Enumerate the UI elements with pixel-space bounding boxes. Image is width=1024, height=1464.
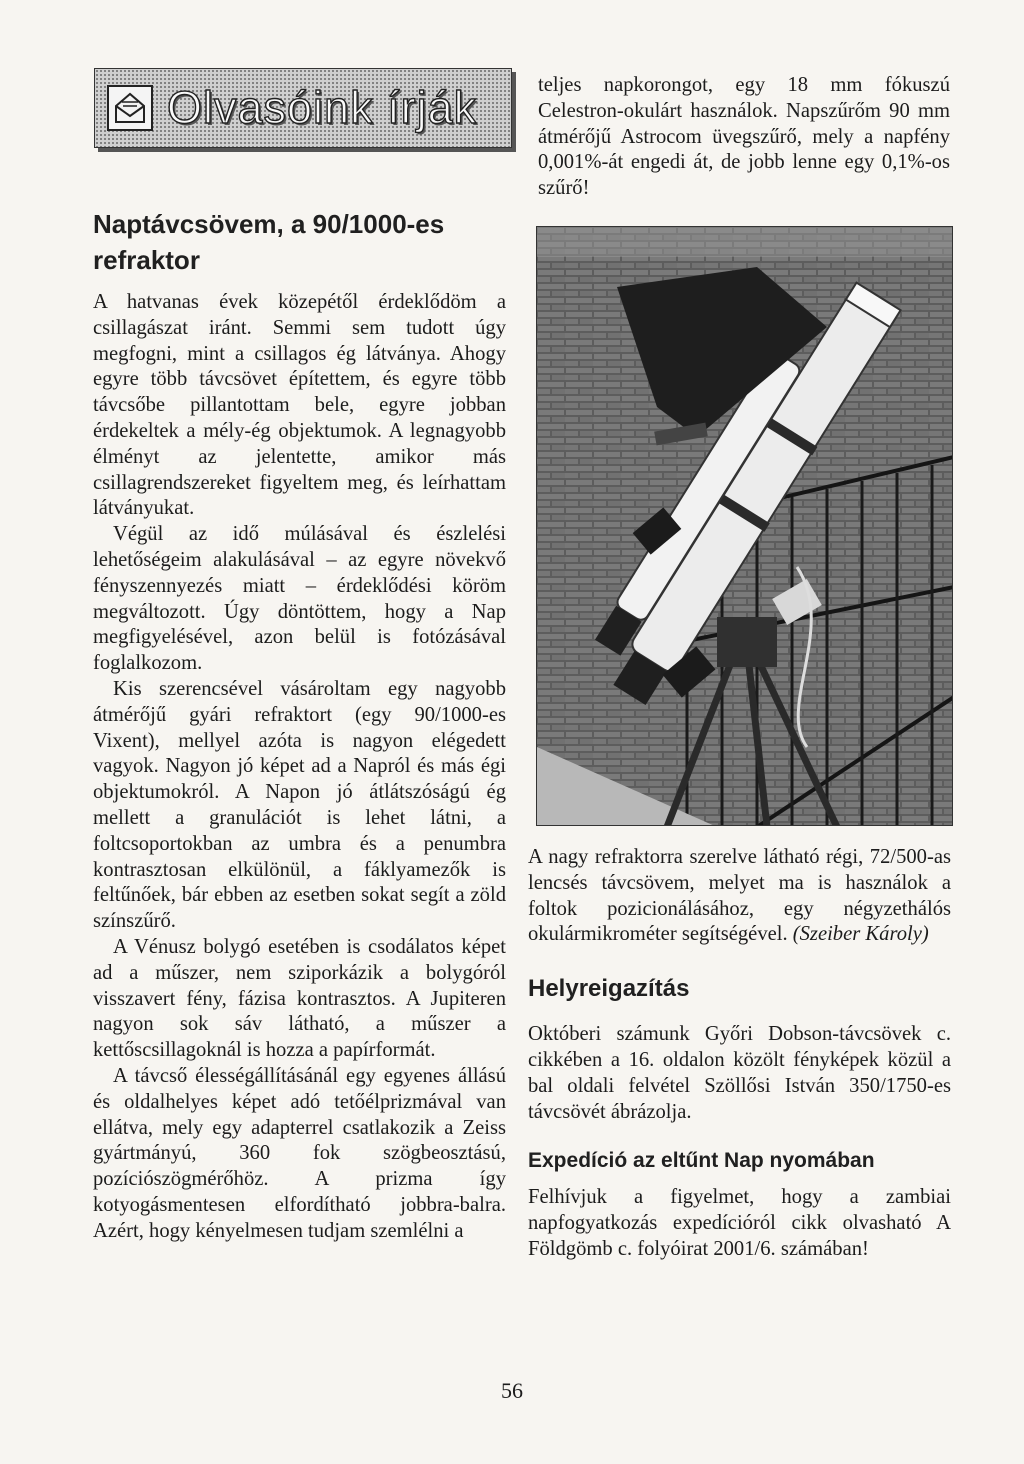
expedition-title: Expedíció az eltűnt Nap nyomában bbox=[528, 1149, 875, 1173]
article-continuation-paragraph: teljes napkorongot, egy 18 mm fókuszú Celestron-okulárt használok. Napszűrőm 90 mm átmérőjű Astrocom üvegszűrő, mely a napfény 0,001%-át engedi át, de jobb lenne egy 0,1%-os szűrő! bbox=[538, 74, 950, 200]
expedition-text: Felhívjuk a figyelmet, hogy a zambiai napfogyatkozás expedícióról cikk olvasható A Földgömb c. folyóirat 2001/6. számában! bbox=[528, 1186, 951, 1260]
correction-title: Helyreigazítás bbox=[528, 975, 690, 1003]
article-paragraph: A távcső élességállításánál egy egyenes állású és oldalhelyes képet adó tetőélprizmával van ellátva, mely egy adapterrel csatlakozik a Zeiss gyártmányú, 360 fok szögbeosztású, pozíciószögmérőhöz. A prizma így kotyogásmentesen elfordítható jobbra-balra. Azért, hogy kényelmesen tudjam szemlélni a bbox=[93, 1064, 506, 1242]
article-paragraph: Végül az idő múlásával és észlelési lehetőségeim alakulásával – az egyre növekvő fényszennyezés miatt – érdeklődési köröm megváltozott. Úgy döntöttem, hogy a Nap megfigyelésével, azon belül is fotózásával foglalkozom. bbox=[93, 523, 506, 675]
article-paragraph: A Vénusz bolygó esetében is csodálatos képet ad a műszer, nem sziporkázik a bolygóról visszavert fény, fázisa kontrasztos. A Jupiteren nagyon sok sáv látható, a műszer a kettőscsillagoknál is hozza a papírformát. bbox=[93, 935, 506, 1062]
right-column-lower bbox=[528, 845, 951, 1263]
section-banner bbox=[94, 68, 512, 148]
article-body-continuation bbox=[538, 73, 950, 202]
article-title: Naptávcsövem, a 90/1000-es refraktor bbox=[93, 209, 445, 275]
reader-letter-icon bbox=[107, 85, 153, 131]
photo-credit: (Szeiber Károly) bbox=[792, 923, 929, 946]
article-paragraph: A hatvanas évek közepétől érdeklődöm a csillagászat iránt. Semmi sem tudott úgy megfogni, mint a csillagos ég látványa. Ahogy egyre több távcsövet építettem, és egyre több távcsőbe pillantottam bele, egyre jobban érdekeltek a mély-ég objektumok. A legnagyobb élményt az jelentette, amikor más csillagrendszereket figyeltem meg, és leírhattam látványukat. bbox=[93, 291, 506, 520]
section-banner-title: Olvasóink írják bbox=[167, 82, 478, 133]
telescope-photo bbox=[536, 226, 953, 826]
correction-text: Októberi számunk Győri Dobson-távcsövek c. cikkében a 16. oldalon közölt fényképek közül a bal oldali felvétel Szöllősi István 350/1750-es távcsövét ábrázolja. bbox=[528, 1023, 951, 1123]
page-number: 56 bbox=[501, 1378, 523, 1403]
photo-caption bbox=[528, 845, 951, 948]
article-paragraph: Kis szerencsével vásároltam egy nagyobb átmérőjű gyári refraktort (egy 90/1000-es Vixent), mellyel azóta is nagyon elégedett vagyok. Nagyon jó képet ad a Napról és más égi objektumokról. A Napon jó átlátszóságú ég mellett a granulációt is lehet látni, a foltcsoportokban az umbra és a penumbra kontrasztosan elkülönül, a fáklyamezők is feltűnőek, bár ebben az esetben sokat segít a zöld színszűrő. bbox=[93, 677, 506, 933]
photo-caption-text: A nagy refraktorra szerelve látható régi, 72/500-as lencsés távcsövem, melyet ma is használok a foltok pozicionálásához, egy négyzethálós okulármikrométer segítségével. bbox=[528, 846, 951, 946]
article-body-left bbox=[93, 290, 506, 1244]
